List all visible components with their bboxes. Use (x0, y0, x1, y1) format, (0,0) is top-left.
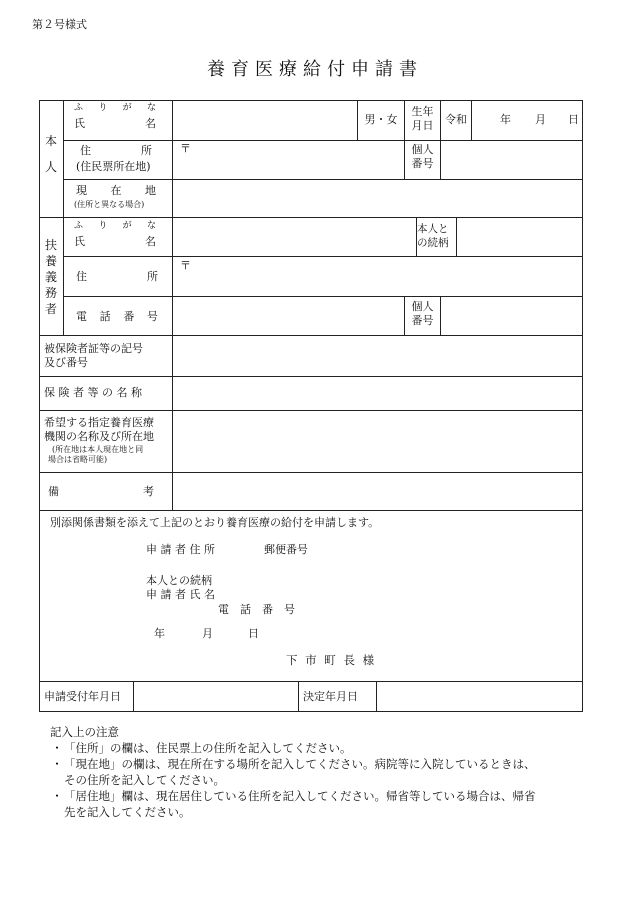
applicant-name-label: 申 請 者 氏 名 (146, 588, 215, 601)
self-current-address-label: 現 在 地 (住所と異なる場合) (74, 184, 156, 209)
insurance-card-label: 被保険者証等の記号 及び番号 (44, 342, 143, 369)
notes-heading: 記入上の注意 (50, 725, 119, 739)
relation-label: 本人との続柄 (146, 574, 212, 587)
guardian-relation-label: 本人と の続柄 (417, 223, 449, 249)
guardian-name-label: ふ り が な 氏 名 (74, 221, 156, 248)
list-item: ・ 「住所」の欄は、住民票上の住所を記入してください。 (51, 741, 352, 755)
guardian-phone-label: 電 話 番 号 (76, 310, 158, 323)
self-address-field[interactable] (173, 141, 404, 179)
self-birth-label: 生年 月日 (411, 105, 434, 132)
guardian-personal-no-field[interactable] (441, 297, 582, 335)
self-personal-no-field[interactable] (441, 141, 582, 179)
decision-date-label: 決定年月日 (303, 690, 358, 703)
guardian-group-label: 扶 養 義 務 者 (44, 238, 57, 316)
received-date-label: 申請受付年月日 (44, 690, 121, 703)
applicant-address-label: 申 請 者 住 所 (146, 543, 215, 556)
self-name-field[interactable] (173, 101, 357, 140)
self-group-label: 本 人 (44, 134, 57, 174)
insurer-name-label: 保 険 者 等 の 名 称 (44, 386, 142, 399)
form-number: 第２号様式 (32, 18, 87, 31)
guardian-personal-no-label: 個人 番号 (411, 300, 434, 327)
guardian-name-field[interactable] (173, 218, 416, 256)
remarks-field[interactable] (173, 473, 582, 510)
list-item: ・ 「居住地」欄は、現在居住している住所を記入してください。帰省等している場合は、帰省 先を記入してください。 (51, 789, 536, 819)
applicant-phone-label: 電 話 番 号 (218, 603, 295, 616)
remarks-label: 備 考 (48, 485, 154, 498)
insurance-card-field[interactable] (173, 336, 582, 376)
postal-code-label: 郵便番号 (264, 543, 308, 556)
form-title: 養育医療給付申請書 (207, 59, 423, 80)
self-era: 令和 (445, 113, 467, 126)
self-current-address-field[interactable] (173, 180, 582, 217)
self-address-label: 住 所 (住民票所在地) (76, 144, 152, 173)
self-sex-field[interactable]: 男・女 (364, 113, 398, 126)
list-item: ・ 「現在地」の欄は、現在所在する場所を記入してください。病院等に入院しているときは、 その住所を記入してください。 (51, 757, 536, 787)
guardian-relation-field[interactable] (457, 218, 582, 256)
self-personal-no-label: 個人 番号 (411, 143, 434, 170)
postal-mark: 〒 (180, 142, 191, 155)
guardian-address-field[interactable] (173, 257, 582, 296)
decision-date-field[interactable] (377, 682, 582, 711)
application-statement: 別添関係書類を添えて上記のとおり養育医療の給付を申請します。 (50, 516, 380, 529)
insurer-name-field[interactable] (173, 377, 582, 410)
postal-mark: 〒 (180, 259, 191, 272)
guardian-address-label: 住 所 (76, 270, 158, 283)
received-date-field[interactable] (134, 682, 298, 711)
hospital-label: 希望する指定養育医療 機関の名称及び所在地 (所在地は本人現在地と同 場合は省略可能) (44, 416, 154, 464)
self-name-label: ふ り が な 氏 名 (74, 103, 156, 130)
addressee: 下 市 町 長 様 (286, 653, 377, 667)
hospital-field[interactable] (173, 411, 582, 472)
guardian-phone-field[interactable] (173, 297, 404, 335)
notes-section (50, 724, 590, 820)
